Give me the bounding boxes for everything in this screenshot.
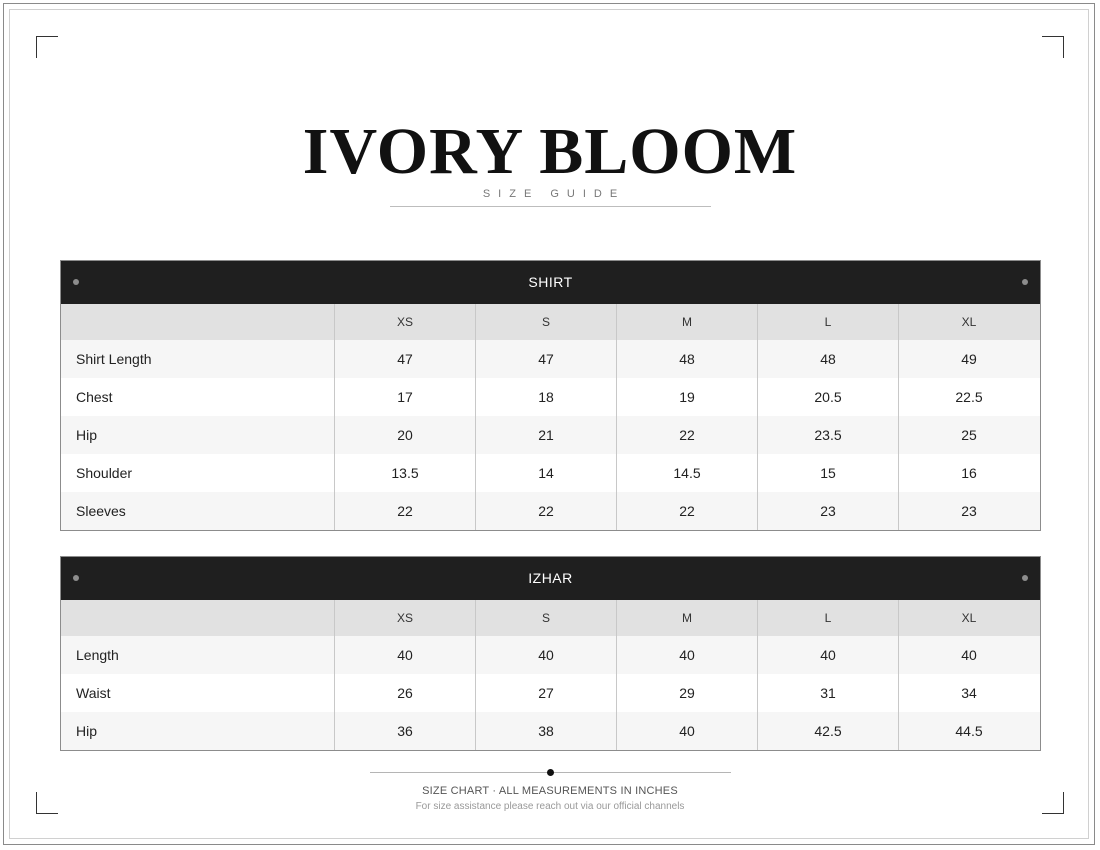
measurement-cell: 40 xyxy=(757,636,898,674)
measurement-cell: 42.5 xyxy=(757,712,898,750)
measurement-cell: 14 xyxy=(475,454,616,492)
measurement-cell: 22.5 xyxy=(898,378,1039,416)
table-row xyxy=(61,492,1040,530)
measurement-cell: 38 xyxy=(475,712,616,750)
size-header-cell: XL xyxy=(898,600,1039,636)
measurement-cell: 16 xyxy=(898,454,1039,492)
table-title: SHIRT xyxy=(528,274,573,290)
measurement-cell: 23 xyxy=(898,492,1039,530)
measurement-cell: 49 xyxy=(898,340,1039,378)
measurement-cell: 18 xyxy=(475,378,616,416)
measurement-cell: 47 xyxy=(475,340,616,378)
measurement-cell: 22 xyxy=(616,416,757,454)
measurement-cell: 20.5 xyxy=(757,378,898,416)
table-row xyxy=(61,378,1040,416)
size-header-blank xyxy=(61,304,334,340)
measurement-cell: 36 xyxy=(334,712,475,750)
table-row xyxy=(61,416,1040,454)
size-header-cell: S xyxy=(475,304,616,340)
bullet-icon xyxy=(73,279,79,285)
row-label: Length xyxy=(76,647,119,663)
brand-subtitle: SIZE GUIDE xyxy=(482,188,626,200)
size-header-cell: M xyxy=(616,600,757,636)
size-header-cell: M xyxy=(616,304,757,340)
measurement-cell: 40 xyxy=(616,712,757,750)
measurement-cell: 22 xyxy=(334,492,475,530)
row-label: Chest xyxy=(76,389,113,405)
measurement-cell: 44.5 xyxy=(898,712,1039,750)
measurement-cell: 23.5 xyxy=(757,416,898,454)
corner-mark-top-right xyxy=(1042,36,1064,58)
measurement-cell: 17 xyxy=(334,378,475,416)
table-title: IZHAR xyxy=(528,570,573,586)
measurement-cell: 26 xyxy=(334,674,475,712)
row-label: Sleeves xyxy=(76,503,126,519)
measurement-cell: 40 xyxy=(616,636,757,674)
table-row xyxy=(61,340,1040,378)
measurement-cell: 22 xyxy=(616,492,757,530)
row-label: Shirt Length xyxy=(76,351,152,367)
measurement-cell: 13.5 xyxy=(334,454,475,492)
measurement-cell: 25 xyxy=(898,416,1039,454)
table-header xyxy=(61,261,1040,304)
footer-note: For size assistance please reach out via our official channels xyxy=(415,801,685,812)
measurement-cell: 40 xyxy=(334,636,475,674)
size-header-cell: L xyxy=(757,600,898,636)
row-label: Hip xyxy=(76,723,98,739)
measurement-cell: 15 xyxy=(757,454,898,492)
size-header-row xyxy=(61,304,1040,340)
shirt-size-table xyxy=(60,260,1041,531)
measurement-cell: 34 xyxy=(898,674,1039,712)
size-header-blank xyxy=(61,600,334,636)
size-header-row xyxy=(61,600,1040,636)
row-label: Shoulder xyxy=(76,465,133,481)
measurement-cell: 29 xyxy=(616,674,757,712)
measurement-cell: 22 xyxy=(475,492,616,530)
size-header-cell: XS xyxy=(334,600,475,636)
measurement-cell: 20 xyxy=(334,416,475,454)
table-row xyxy=(61,674,1040,712)
measurement-cell: 19 xyxy=(616,378,757,416)
measurement-cell: 48 xyxy=(616,340,757,378)
measurement-cell: 40 xyxy=(898,636,1039,674)
measurement-cell: 27 xyxy=(475,674,616,712)
measurement-cell: 48 xyxy=(757,340,898,378)
bullet-icon xyxy=(1022,279,1028,285)
table-row xyxy=(61,636,1040,674)
row-label: Waist xyxy=(76,685,111,701)
size-header-cell: XL xyxy=(898,304,1039,340)
measurement-cell: 14.5 xyxy=(616,454,757,492)
footer-dot-icon xyxy=(547,769,554,776)
measurement-cell: 21 xyxy=(475,416,616,454)
footer-caption: SIZE CHART · ALL MEASUREMENTS IN INCHES xyxy=(422,785,678,797)
table-row xyxy=(61,712,1040,750)
measurement-cell: 31 xyxy=(757,674,898,712)
size-header-cell: XS xyxy=(334,304,475,340)
measurement-cell: 47 xyxy=(334,340,475,378)
measurement-cell: 23 xyxy=(757,492,898,530)
table-header xyxy=(61,557,1040,600)
size-header-cell: L xyxy=(757,304,898,340)
table-row xyxy=(61,454,1040,492)
brand-title: IVORY BLOOM xyxy=(302,115,798,188)
izhar-size-table xyxy=(60,556,1041,751)
size-header-cell: S xyxy=(475,600,616,636)
measurement-cell: 40 xyxy=(475,636,616,674)
row-label: Hip xyxy=(76,427,98,443)
bullet-icon xyxy=(1022,575,1028,581)
bullet-icon xyxy=(73,575,79,581)
brand-divider xyxy=(390,206,711,207)
corner-mark-top-left xyxy=(36,36,58,58)
